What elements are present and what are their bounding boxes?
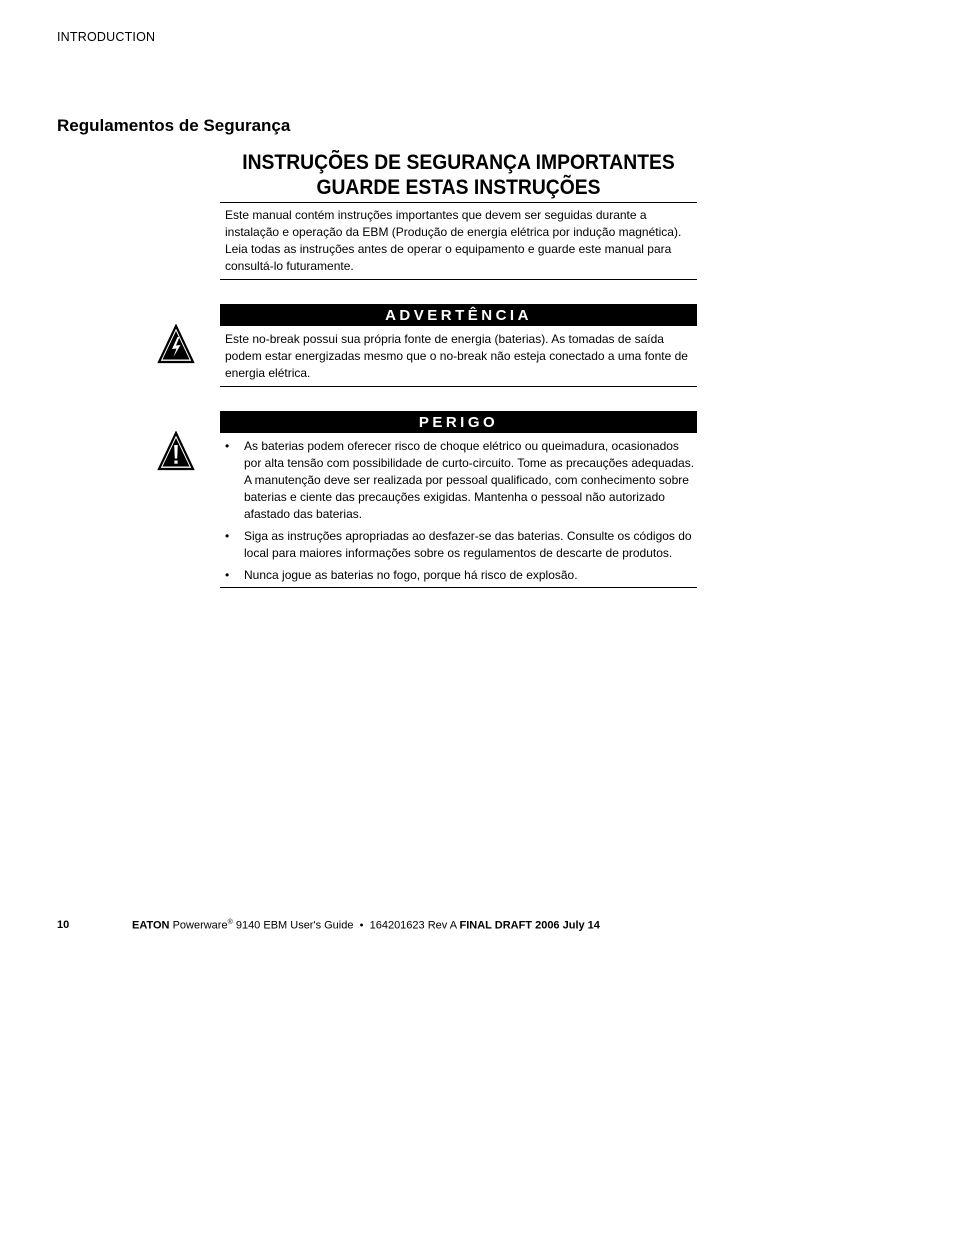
safety-title-line-2: GUARDE ESTAS INSTRUÇÕES xyxy=(316,176,601,199)
list-item xyxy=(225,438,695,523)
list-item xyxy=(225,528,695,562)
title-rule xyxy=(220,202,697,203)
warning-banner: ADVERTÊNCIA xyxy=(220,304,697,326)
electrical-hazard-icon xyxy=(157,324,195,364)
danger-item-text: Nunca jogue as baterias no fogo, porque há risco de explosão. xyxy=(244,568,578,582)
footer-doc-number: 164201623 Rev A xyxy=(369,919,457,932)
warning-text: Este no-break possui sua própria fonte de energia (baterias). As tomadas de saída podem estar energizadas mesmo que o no-break não esteja conectado a uma fonte de energia elétrica. xyxy=(225,332,688,380)
warning-rule xyxy=(220,386,697,387)
bullet-icon: • xyxy=(225,568,230,582)
safety-title xyxy=(239,150,678,200)
bullet-icon: • xyxy=(225,529,230,543)
footer-brand: EATON xyxy=(132,919,170,932)
page-number: 10 xyxy=(57,919,70,931)
bullet-icon: • xyxy=(225,439,230,453)
registered-mark: ® xyxy=(227,919,233,926)
section-heading: Regulamentos de Segurança xyxy=(57,116,291,135)
danger-list xyxy=(225,438,695,589)
footer-info xyxy=(132,919,600,932)
intro-rule xyxy=(220,279,697,280)
danger-item-text: As baterias podem oferecer risco de choque elétrico ou queimadura, ocasionados por alta tensão com possibilidade de curto-circuito. Tome as precauções adequadas. A manutenção deve ser realizada por pessoal qualificado, com conhecimento sobre baterias e ciente das precauções exigidas. Mantenha o pessoal não autorizado afastado das baterias. xyxy=(244,439,695,521)
footer-guide: 9140 EBM User's Guide xyxy=(235,919,354,932)
running-header: INTRODUCTION xyxy=(57,30,156,44)
danger-item-text: Siga as instruções apropriadas ao desfazer-se das baterias. Consulte os códigos do local para maiores informações sobre os regulamentos de descarte de produtos. xyxy=(244,529,692,560)
danger-banner: PERIGO xyxy=(220,411,697,433)
exclamation-hazard-icon xyxy=(157,431,195,471)
danger-rule xyxy=(220,587,697,588)
safety-title-line-1: INSTRUÇÕES DE SEGURANÇA IMPORTANTES xyxy=(242,151,675,174)
footer-draft-status: FINAL DRAFT 2006 July 14 xyxy=(459,919,600,932)
list-item xyxy=(225,567,695,584)
footer-separator: • xyxy=(359,919,364,932)
footer-product: Powerware xyxy=(172,919,228,932)
intro-paragraph: Este manual contém instruções importantes que devem ser seguidas durante a instalação e operação da EBM (Produção de energia elétrica por indução magnética). Leia todas as instruções antes de operar o equipamento e guarde este manual para consultá-lo futuramente. xyxy=(225,208,682,273)
